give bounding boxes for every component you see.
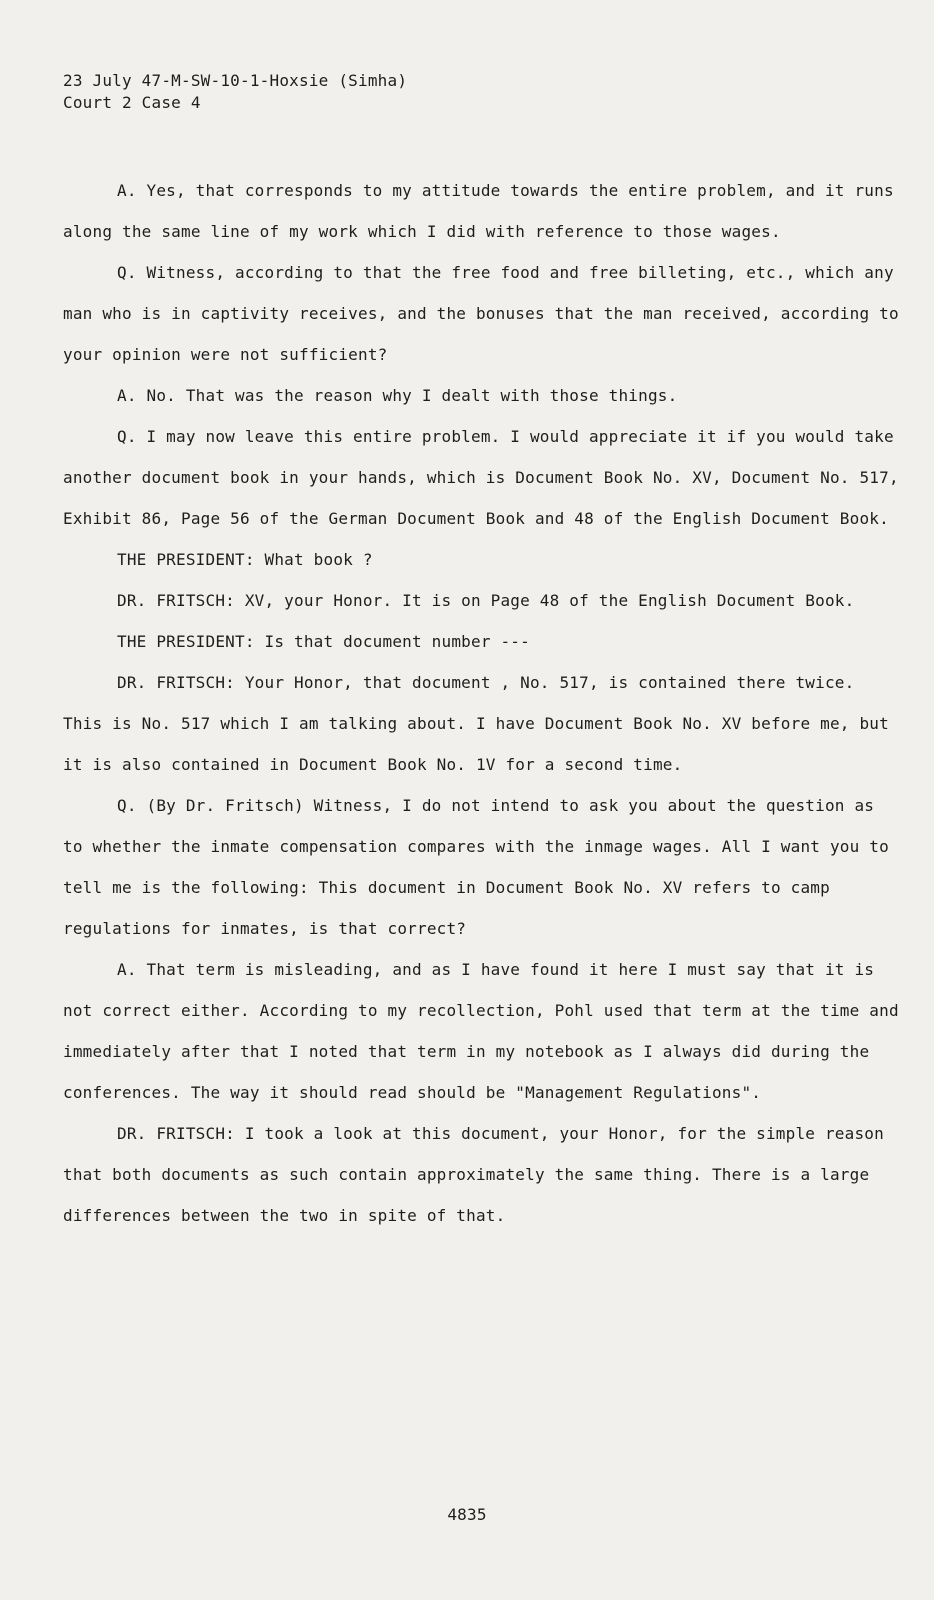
page-number: 4835 bbox=[447, 1505, 487, 1524]
transcript-paragraph: A. No. That was the reason why I dealt with those things. bbox=[117, 386, 678, 405]
transcript-paragraph: A. That term is misleading, and as I have found it here I must say that it is not correct either. According to my recollection, Pohl used that term at the time and immediately after that I noted that term in my notebook as I always did during the conferences. The way it should read should be "Management Regulations". bbox=[63, 960, 899, 1102]
document-header bbox=[63, 70, 407, 114]
transcript-paragraph: DR. FRITSCH: I took a look at this document, your Honor, for the simple reason that both documents as such contain approximately the same thing. There is a large differences between the two in spite of that. bbox=[63, 1124, 884, 1225]
header-line-court: Court 2 Case 4 bbox=[63, 93, 201, 112]
transcript-paragraph: DR. FRITSCH: Your Honor, that document , No. 517, is contained there twice. This is No. 517 which I am talking about. I have Document Book No. XV before me, but it is also contained in Document Book No. 1V for a second time. bbox=[63, 673, 889, 774]
transcript-paragraph: THE PRESIDENT: What book ? bbox=[117, 550, 373, 569]
transcript-paragraph: DR. FRITSCH: XV, your Honor. It is on Page 48 of the English Document Book. bbox=[117, 591, 855, 610]
transcript-paragraph: Q. I may now leave this entire problem. I would appreciate it if you would take another document book in your hands, which is Document Book No. XV, Document No. 517, Exhibit 86, Page 56 of the German Document Book and 48 of the English Document Book. bbox=[63, 427, 899, 528]
header-line-session: 23 July 47-M-SW-10-1-Hoxsie (Simha) bbox=[63, 71, 408, 90]
transcript-paragraph: THE PRESIDENT: Is that document number --- bbox=[117, 632, 530, 651]
transcript-paragraph: Q. (By Dr. Fritsch) Witness, I do not intend to ask you about the question as to whether the inmate compensation compares with the inmage wages. All I want you to tell me is the following: This document in Document Book No. XV refers to camp regulations for inmates, is that correct? bbox=[63, 796, 889, 938]
transcript-paragraph: Q. Witness, according to that the free food and free billeting, etc., which any man who is in captivity receives, and the bonuses that the man received, according to your opinion were not sufficient? bbox=[63, 263, 899, 364]
transcript-paragraph: A. Yes, that corresponds to my attitude towards the entire problem, and it runs along the same line of my work which I did with reference to those wages. bbox=[63, 181, 894, 241]
transcript-body bbox=[63, 170, 903, 1236]
